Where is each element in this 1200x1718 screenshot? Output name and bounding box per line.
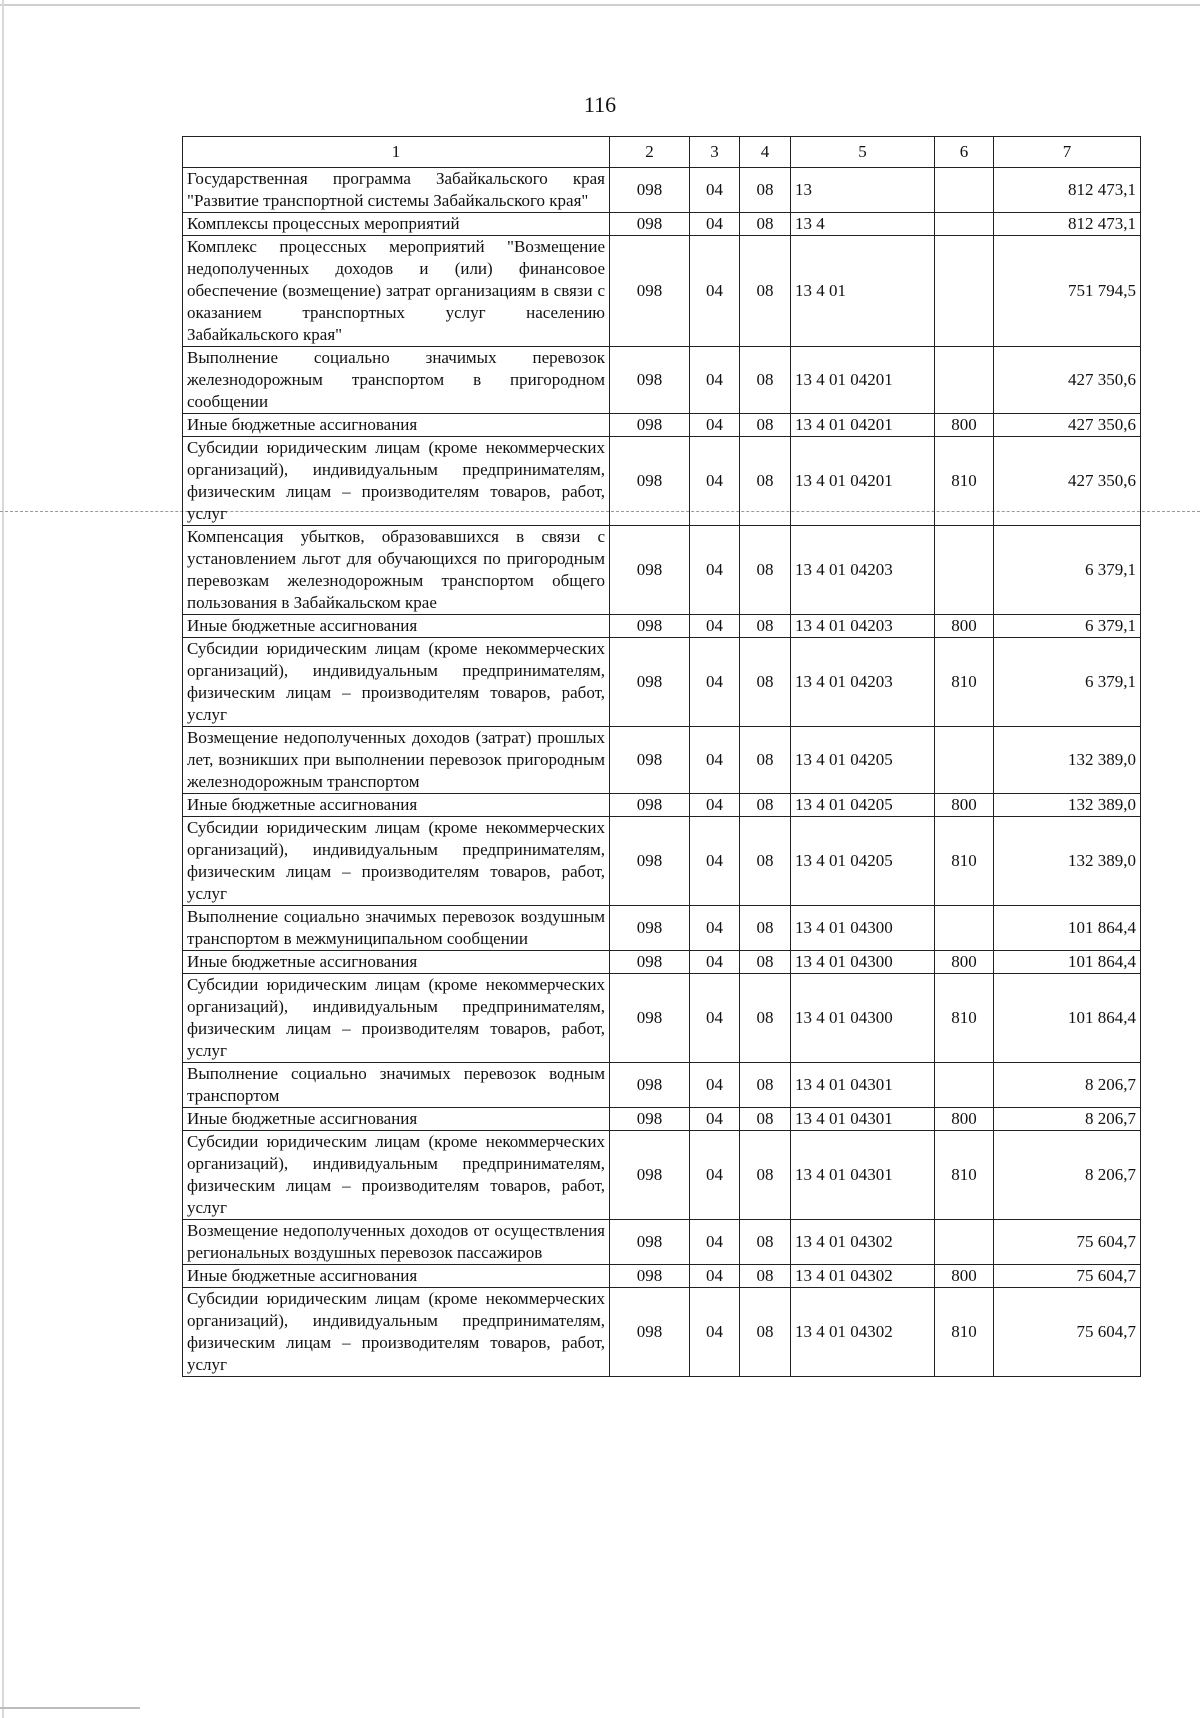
row-section: 04 bbox=[690, 794, 740, 817]
row-expense-type: 800 bbox=[935, 615, 994, 638]
row-grbs: 098 bbox=[610, 1063, 690, 1108]
row-name: Государственная программа Забайкальского края "Развитие транспортной системы Забайкальского края" bbox=[183, 168, 610, 213]
row-name: Субсидии юридическим лицам (кроме некоммерческих организаций), индивидуальным предпринимателям, физическим лицам – производителям товаров, работ, услуг bbox=[183, 1131, 610, 1220]
row-amount: 132 389,0 bbox=[994, 794, 1141, 817]
row-target-code: 13 4 01 04300 bbox=[791, 974, 935, 1063]
row-target-code: 13 4 01 04301 bbox=[791, 1108, 935, 1131]
row-amount: 427 350,6 bbox=[994, 347, 1141, 414]
row-expense-type: 810 bbox=[935, 1131, 994, 1220]
row-section: 04 bbox=[690, 817, 740, 906]
row-expense-type bbox=[935, 236, 994, 347]
row-target-code: 13 4 01 04300 bbox=[791, 906, 935, 951]
row-expense-type bbox=[935, 1220, 994, 1265]
row-name: Выполнение социально значимых перевозок водным транспортом bbox=[183, 1063, 610, 1108]
table-row bbox=[183, 236, 1141, 347]
row-amount: 75 604,7 bbox=[994, 1265, 1141, 1288]
row-subsection: 08 bbox=[740, 638, 791, 727]
row-name: Возмещение недополученных доходов от осуществления региональных воздушных перевозок пассажиров bbox=[183, 1220, 610, 1265]
row-name: Субсидии юридическим лицам (кроме некоммерческих организаций), индивидуальным предпринимателям, физическим лицам – производителям товаров, работ, услуг bbox=[183, 974, 610, 1063]
column-header: 4 bbox=[740, 137, 791, 168]
row-name: Субсидии юридическим лицам (кроме некоммерческих организаций), индивидуальным предпринимателям, физическим лицам – производителям товаров, работ, услуг bbox=[183, 437, 610, 526]
table-row bbox=[183, 951, 1141, 974]
row-name: Иные бюджетные ассигнования bbox=[183, 794, 610, 817]
table-row bbox=[183, 906, 1141, 951]
row-expense-type: 800 bbox=[935, 794, 994, 817]
row-expense-type: 810 bbox=[935, 817, 994, 906]
row-section: 04 bbox=[690, 951, 740, 974]
row-amount: 8 206,7 bbox=[994, 1131, 1141, 1220]
row-subsection: 08 bbox=[740, 974, 791, 1063]
row-target-code: 13 4 01 04205 bbox=[791, 817, 935, 906]
row-subsection: 08 bbox=[740, 168, 791, 213]
table-row bbox=[183, 1131, 1141, 1220]
row-target-code: 13 4 01 04302 bbox=[791, 1265, 935, 1288]
row-amount: 427 350,6 bbox=[994, 414, 1141, 437]
row-target-code: 13 4 01 04203 bbox=[791, 615, 935, 638]
row-amount: 812 473,1 bbox=[994, 168, 1141, 213]
table-row bbox=[183, 213, 1141, 236]
row-expense-type bbox=[935, 168, 994, 213]
row-grbs: 098 bbox=[610, 414, 690, 437]
row-amount: 132 389,0 bbox=[994, 727, 1141, 794]
row-name: Иные бюджетные ассигнования bbox=[183, 951, 610, 974]
row-name: Возмещение недополученных доходов (затрат) прошлых лет, возникших при выполнении перевозок пригородным железнодорожным транспортом bbox=[183, 727, 610, 794]
row-target-code: 13 4 01 04301 bbox=[791, 1063, 935, 1108]
table-row bbox=[183, 414, 1141, 437]
row-expense-type: 800 bbox=[935, 1108, 994, 1131]
row-section: 04 bbox=[690, 1288, 740, 1377]
table-row bbox=[183, 638, 1141, 727]
row-section: 04 bbox=[690, 906, 740, 951]
table-row bbox=[183, 1063, 1141, 1108]
row-expense-type bbox=[935, 347, 994, 414]
row-name: Иные бюджетные ассигнования bbox=[183, 414, 610, 437]
row-subsection: 08 bbox=[740, 817, 791, 906]
row-name: Иные бюджетные ассигнования bbox=[183, 1108, 610, 1131]
row-target-code: 13 4 01 04301 bbox=[791, 1131, 935, 1220]
row-grbs: 098 bbox=[610, 437, 690, 526]
row-section: 04 bbox=[690, 1131, 740, 1220]
row-grbs: 098 bbox=[610, 638, 690, 727]
row-section: 04 bbox=[690, 1265, 740, 1288]
row-section: 04 bbox=[690, 168, 740, 213]
row-subsection: 08 bbox=[740, 727, 791, 794]
row-grbs: 098 bbox=[610, 794, 690, 817]
row-subsection: 08 bbox=[740, 615, 791, 638]
column-header: 5 bbox=[791, 137, 935, 168]
row-section: 04 bbox=[690, 213, 740, 236]
row-section: 04 bbox=[690, 437, 740, 526]
row-amount: 6 379,1 bbox=[994, 615, 1141, 638]
row-subsection: 08 bbox=[740, 1108, 791, 1131]
row-name: Субсидии юридическим лицам (кроме некоммерческих организаций), индивидуальным предпринимателям, физическим лицам – производителям товаров, работ, услуг bbox=[183, 638, 610, 727]
row-target-code: 13 4 01 bbox=[791, 236, 935, 347]
column-header: 3 bbox=[690, 137, 740, 168]
row-target-code: 13 4 bbox=[791, 213, 935, 236]
row-expense-type bbox=[935, 213, 994, 236]
row-name: Субсидии юридическим лицам (кроме некоммерческих организаций), индивидуальным предпринимателям, физическим лицам – производителям товаров, работ, услуг bbox=[183, 817, 610, 906]
row-target-code: 13 4 01 04302 bbox=[791, 1288, 935, 1377]
table-row bbox=[183, 1220, 1141, 1265]
row-name: Комплекс процессных мероприятий "Возмещение недополученных доходов и (или) финансовое обеспечение (возмещение) затрат организациям в связи с оказанием транспортных услуг населению Забайкальского края" bbox=[183, 236, 610, 347]
row-amount: 8 206,7 bbox=[994, 1108, 1141, 1131]
column-header: 2 bbox=[610, 137, 690, 168]
table-row bbox=[183, 1265, 1141, 1288]
table-row bbox=[183, 437, 1141, 526]
row-amount: 101 864,4 bbox=[994, 951, 1141, 974]
table-header-row bbox=[183, 137, 1141, 168]
row-grbs: 098 bbox=[610, 347, 690, 414]
row-subsection: 08 bbox=[740, 1220, 791, 1265]
row-expense-type bbox=[935, 1063, 994, 1108]
row-expense-type bbox=[935, 906, 994, 951]
row-section: 04 bbox=[690, 236, 740, 347]
row-amount: 8 206,7 bbox=[994, 1063, 1141, 1108]
row-grbs: 098 bbox=[610, 1288, 690, 1377]
row-amount: 101 864,4 bbox=[994, 974, 1141, 1063]
row-subsection: 08 bbox=[740, 414, 791, 437]
row-section: 04 bbox=[690, 347, 740, 414]
row-section: 04 bbox=[690, 1063, 740, 1108]
row-target-code: 13 4 01 04302 bbox=[791, 1220, 935, 1265]
row-subsection: 08 bbox=[740, 1265, 791, 1288]
row-section: 04 bbox=[690, 615, 740, 638]
page-number: 116 bbox=[583, 92, 617, 117]
row-expense-type: 800 bbox=[935, 414, 994, 437]
row-amount: 75 604,7 bbox=[994, 1220, 1141, 1265]
row-grbs: 098 bbox=[610, 951, 690, 974]
row-subsection: 08 bbox=[740, 437, 791, 526]
table-row bbox=[183, 817, 1141, 906]
row-grbs: 098 bbox=[610, 168, 690, 213]
row-expense-type: 800 bbox=[935, 1265, 994, 1288]
row-expense-type: 800 bbox=[935, 951, 994, 974]
row-section: 04 bbox=[690, 638, 740, 727]
row-section: 04 bbox=[690, 1108, 740, 1131]
row-name: Комплексы процессных мероприятий bbox=[183, 213, 610, 236]
row-subsection: 08 bbox=[740, 1063, 791, 1108]
row-name: Иные бюджетные ассигнования bbox=[183, 1265, 610, 1288]
budget-table bbox=[182, 136, 1141, 1377]
row-amount: 101 864,4 bbox=[994, 906, 1141, 951]
row-amount: 6 379,1 bbox=[994, 638, 1141, 727]
row-grbs: 098 bbox=[610, 906, 690, 951]
row-target-code: 13 4 01 04203 bbox=[791, 526, 935, 615]
row-subsection: 08 bbox=[740, 236, 791, 347]
row-amount: 75 604,7 bbox=[994, 1288, 1141, 1377]
row-name: Субсидии юридическим лицам (кроме некоммерческих организаций), индивидуальным предпринимателям, физическим лицам – производителям товаров, работ, услуг bbox=[183, 1288, 610, 1377]
row-section: 04 bbox=[690, 414, 740, 437]
row-grbs: 098 bbox=[610, 1220, 690, 1265]
row-target-code: 13 4 01 04300 bbox=[791, 951, 935, 974]
row-section: 04 bbox=[690, 727, 740, 794]
scan-edge-top bbox=[0, 4, 1200, 6]
row-target-code: 13 4 01 04205 bbox=[791, 727, 935, 794]
table-row bbox=[183, 1288, 1141, 1377]
table-body bbox=[183, 168, 1141, 1377]
row-target-code: 13 4 01 04203 bbox=[791, 638, 935, 727]
row-target-code: 13 bbox=[791, 168, 935, 213]
row-amount: 812 473,1 bbox=[994, 213, 1141, 236]
row-grbs: 098 bbox=[610, 1108, 690, 1131]
table-row bbox=[183, 168, 1141, 213]
column-header: 7 bbox=[994, 137, 1141, 168]
table-row bbox=[183, 974, 1141, 1063]
row-subsection: 08 bbox=[740, 1131, 791, 1220]
row-subsection: 08 bbox=[740, 906, 791, 951]
table-row bbox=[183, 615, 1141, 638]
table-row bbox=[183, 1108, 1141, 1131]
row-amount: 132 389,0 bbox=[994, 817, 1141, 906]
row-grbs: 098 bbox=[610, 236, 690, 347]
row-expense-type: 810 bbox=[935, 437, 994, 526]
row-expense-type: 810 bbox=[935, 1288, 994, 1377]
row-section: 04 bbox=[690, 526, 740, 615]
row-expense-type: 810 bbox=[935, 638, 994, 727]
row-section: 04 bbox=[690, 1220, 740, 1265]
row-grbs: 098 bbox=[610, 1131, 690, 1220]
row-amount: 427 350,6 bbox=[994, 437, 1141, 526]
column-header: 6 bbox=[935, 137, 994, 168]
row-expense-type: 810 bbox=[935, 974, 994, 1063]
row-grbs: 098 bbox=[610, 727, 690, 794]
table-row bbox=[183, 347, 1141, 414]
row-subsection: 08 bbox=[740, 347, 791, 414]
row-name: Выполнение социально значимых перевозок железнодорожным транспортом в пригородном сообщении bbox=[183, 347, 610, 414]
row-grbs: 098 bbox=[610, 817, 690, 906]
row-target-code: 13 4 01 04201 bbox=[791, 347, 935, 414]
row-subsection: 08 bbox=[740, 951, 791, 974]
row-grbs: 098 bbox=[610, 615, 690, 638]
column-header: 1 bbox=[183, 137, 610, 168]
row-name: Иные бюджетные ассигнования bbox=[183, 615, 610, 638]
row-name: Компенсация убытков, образовавшихся в связи с установлением льгот для обучающихся по пригородным перевозкам железнодорожным транспортом общего пользования в Забайкальском крае bbox=[183, 526, 610, 615]
row-amount: 6 379,1 bbox=[994, 526, 1141, 615]
table-row bbox=[183, 526, 1141, 615]
row-target-code: 13 4 01 04201 bbox=[791, 437, 935, 526]
row-subsection: 08 bbox=[740, 794, 791, 817]
scan-edge-bottom bbox=[0, 1707, 140, 1709]
row-section: 04 bbox=[690, 974, 740, 1063]
table-row bbox=[183, 727, 1141, 794]
row-target-code: 13 4 01 04201 bbox=[791, 414, 935, 437]
row-amount: 751 794,5 bbox=[994, 236, 1141, 347]
table-row bbox=[183, 794, 1141, 817]
row-subsection: 08 bbox=[740, 1288, 791, 1377]
row-grbs: 098 bbox=[610, 1265, 690, 1288]
row-grbs: 098 bbox=[610, 974, 690, 1063]
scan-edge-left bbox=[2, 0, 4, 1718]
row-grbs: 098 bbox=[610, 526, 690, 615]
row-subsection: 08 bbox=[740, 526, 791, 615]
row-target-code: 13 4 01 04205 bbox=[791, 794, 935, 817]
row-subsection: 08 bbox=[740, 213, 791, 236]
row-expense-type bbox=[935, 526, 994, 615]
row-expense-type bbox=[935, 727, 994, 794]
row-grbs: 098 bbox=[610, 213, 690, 236]
row-name: Выполнение социально значимых перевозок воздушным транспортом в межмуниципальном сообщении bbox=[183, 906, 610, 951]
